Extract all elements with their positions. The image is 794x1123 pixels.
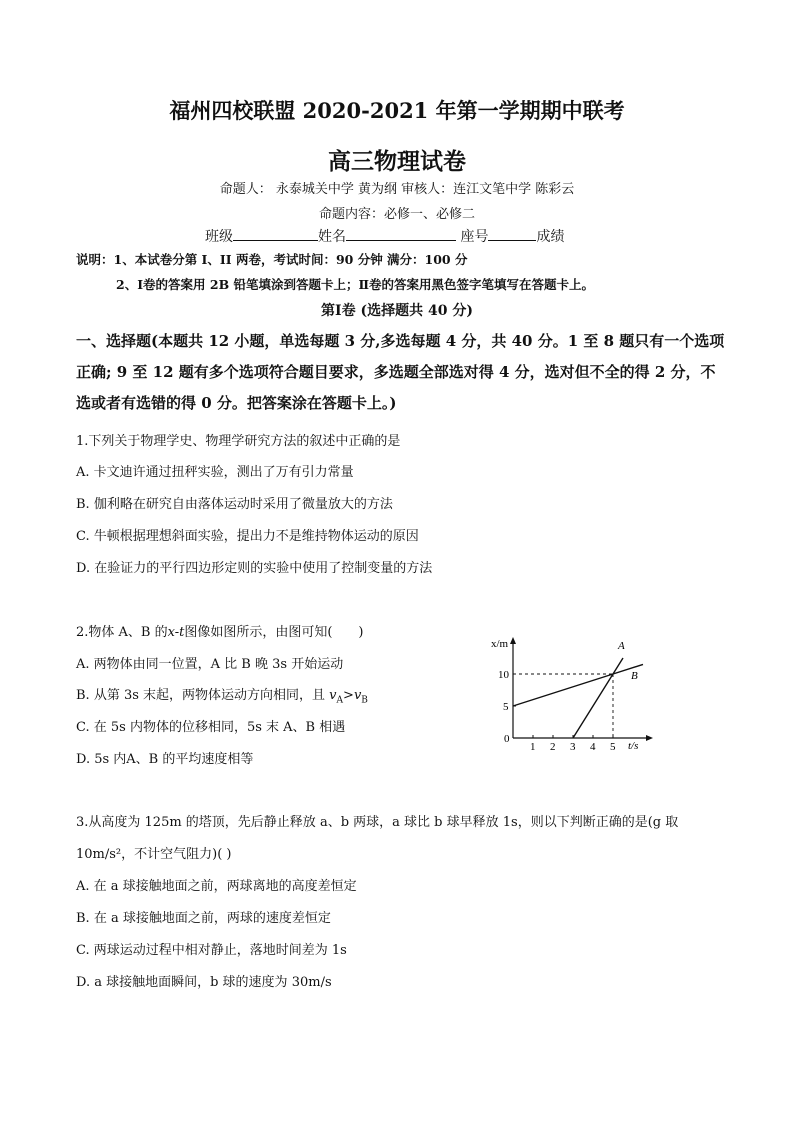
exam-subtitle: 高三物理试卷: [328, 148, 466, 175]
question-3-stem-line-1: 3.从高度为 125m 的塔顶，先后静止释放 a、b 两球，a 球比 b 球早释放 1s，则以下判断正确的是(g 取: [76, 815, 679, 830]
x-tick-label: 2: [550, 741, 556, 752]
velocity-a-symbol: v: [329, 688, 337, 703]
score-label: 成绩: [536, 229, 565, 245]
y-axis-label: x/m: [491, 638, 509, 650]
question-2-option-c: C. 在 5s 内物体的位移相同，5s 末 A、B 相遇: [76, 720, 346, 735]
x-axis-label: t/s: [628, 740, 639, 752]
question-2-option-b: [76, 684, 368, 706]
exam-title: 福州四校联盟 2020-2021 年第一学期期中联考: [169, 98, 625, 123]
x-tick-label: 4: [590, 741, 596, 752]
origin-label: 0: [504, 733, 510, 745]
question-3-option-a: A. 在 a 球接触地面之前，两球离地的高度差恒定: [76, 879, 357, 894]
question-2-option-d: D. 5s 内A、B 的平均速度相等: [76, 752, 254, 767]
x-tick-label: 3: [570, 741, 576, 752]
exam-content: 命题内容：必修一、必修二: [318, 207, 475, 222]
section1-instruction-line-2: 正确; 9 至 12 题有多个选项符合题目要求，多选题全部选对得 4 分，选对但不全的得 2 分，不: [76, 363, 716, 381]
exam-authors: 命题人： 永泰城关中学 黄为纲 审核人：连江文笔中学 陈彩云: [219, 182, 575, 197]
graph-ticks: [498, 669, 616, 752]
question-2-option-b-text: B. 从第 3s 末起，两物体运动方向相同，且: [76, 688, 330, 703]
question-2-stem: [76, 621, 364, 640]
line-b-label: B: [631, 670, 638, 682]
velocity-b-symbol: v: [353, 688, 362, 703]
series-line-a: [573, 658, 623, 738]
question-3-option-d: D. a 球接触地面瞬间，b 球的速度为 30m/s: [76, 975, 332, 990]
xt-graph: [488, 632, 658, 752]
question-1-option-b: B. 伽利略在研究自由落体运动时采用了微量放大的方法: [76, 497, 393, 512]
class-label: 班级: [205, 229, 233, 245]
y-tick-label: 10: [498, 669, 509, 681]
x-tick-label: 1: [530, 741, 536, 752]
velocity-b-subscript: B: [361, 695, 368, 706]
seat-blank[interactable]: [488, 227, 536, 241]
x-tick-label: 5: [610, 741, 616, 752]
question-2-stem-var: x-t: [167, 625, 185, 640]
name-label: 姓名: [318, 229, 346, 245]
section1-instruction-line-3: 选或者有选错的得 0 分。把答案涂在答题卡上。): [76, 394, 397, 412]
greater-than-sign: >: [343, 688, 354, 703]
question-1-option-c: C. 牛顿根据理想斜面实验，提出力不是维持物体运动的原因: [76, 529, 419, 544]
question-3-option-c: C. 两球运动过程中相对静止，落地时间差为 1s: [76, 943, 347, 958]
section1-instruction-line-1: 一、选择题(本题共 12 小题，单选每题 3 分,多选每题 4 分，共 40 分。1 至 8 题只有一个选项: [76, 332, 725, 350]
exam-note-1: 说明：1、本试卷分第 I、II 两卷，考试时间：90 分钟 满分：100 分: [76, 252, 468, 267]
seat-label: 座号: [460, 229, 489, 245]
question-1-stem: 1.下列关于物理学史、物理学研究方法的叙述中正确的是: [76, 434, 401, 449]
question-2-option-a: A. 两物体由同一位置，A 比 B 晚 3s 开始运动: [76, 657, 344, 672]
exam-note-2: 2、Ⅰ卷的答案用 2B 铅笔填涂到答题卡上；Ⅱ卷的答案用黑色签字笔填写在答题卡上。: [116, 277, 595, 292]
student-info-line: [205, 226, 564, 246]
question-2-stem-rest: 图像如图所示，由图可知( ): [184, 625, 364, 640]
line-a-label: A: [618, 640, 625, 652]
question-3-option-b: B. 在 a 球接触地面之前，两球的速度差恒定: [76, 911, 331, 926]
part1-header: 第Ⅰ卷 (选择题共 40 分): [321, 303, 473, 319]
y-axis-arrow: [510, 637, 516, 644]
y-tick-label: 5: [503, 701, 509, 713]
series-line-b: [513, 664, 643, 706]
question-1-option-a: A. 卡文迪许通过扭秤实验，测出了万有引力常量: [76, 465, 354, 480]
x-axis-arrow: [646, 735, 653, 741]
question-3-stem-line-2: 10m/s²，不计空气阻力)( ): [76, 847, 232, 862]
velocity-a-subscript: A: [336, 695, 344, 706]
name-blank[interactable]: [346, 227, 456, 241]
class-blank[interactable]: [233, 227, 318, 241]
question-2-stem-text: 2.物体 A、B 的: [76, 625, 168, 640]
question-1-option-d: D. 在验证力的平行四边形定则的实验中使用了控制变量的方法: [76, 561, 433, 576]
